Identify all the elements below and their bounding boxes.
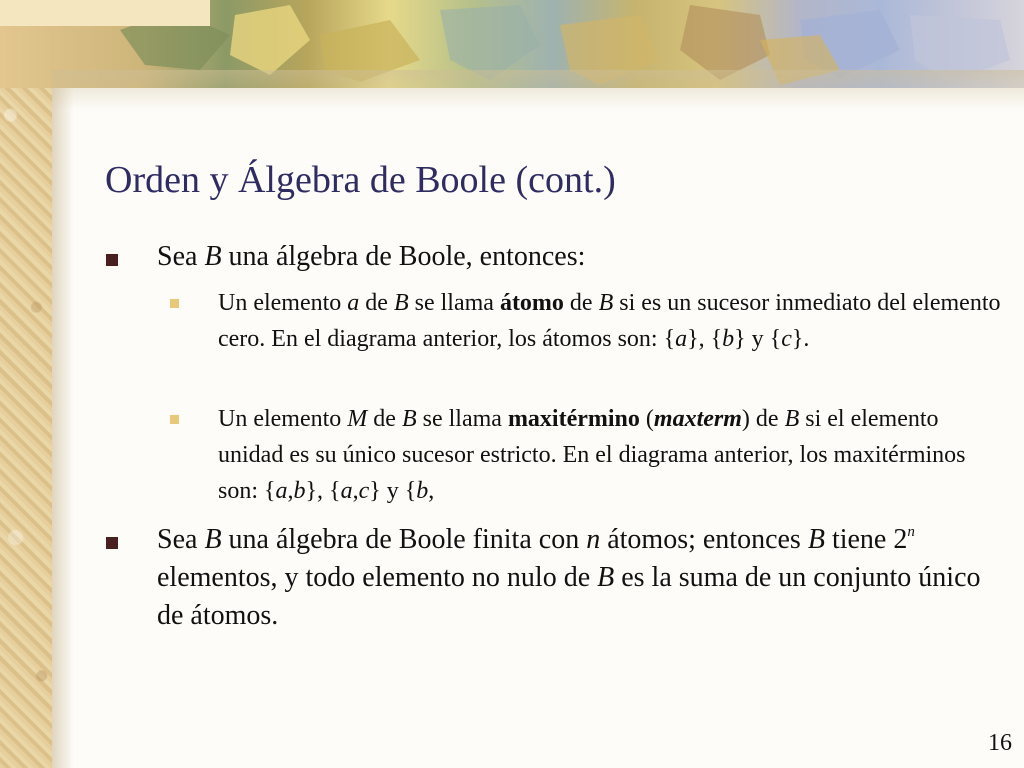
sub-bullet-text-2: Un elemento M de B se llama maxitérmino (maxterm) de B si el elemento unidad es su único sucesor estricto. En el diagrama anterior, los maxitérminos son: {a,b}, {a,c} y {b, — [218, 406, 966, 504]
bullet-marker — [106, 537, 118, 549]
bullet-text-2: Sea B una álgebra de Boole finita con n átomos; entonces B tiene 2$^n$ elementos, y todo elemento no nulo de B es la suma de un conjunto único de átomos. — [157, 523, 981, 631]
decorative-left-fade — [52, 0, 74, 768]
page-number: 16 — [988, 730, 1012, 756]
bullet-marker — [106, 254, 118, 266]
bullet-text-1: Sea B una álgebra de Boole, entonces: — [157, 241, 586, 272]
sub-bullet-marker — [170, 415, 179, 424]
decorative-left-texture — [0, 0, 52, 768]
slide-title: Orden y Álgebra de Boole (cont.) — [105, 159, 616, 201]
decorative-top-corner — [0, 0, 210, 26]
sub-bullet-marker — [170, 299, 179, 308]
sub-bullet-text-1: Un elemento a de B se llama átomo de B si es un sucesor inmediato del elemento cero. En el diagrama anterior, los átomos son: {a}, {b} y {c}. — [218, 290, 1001, 352]
decorative-top-fade — [52, 70, 1024, 110]
